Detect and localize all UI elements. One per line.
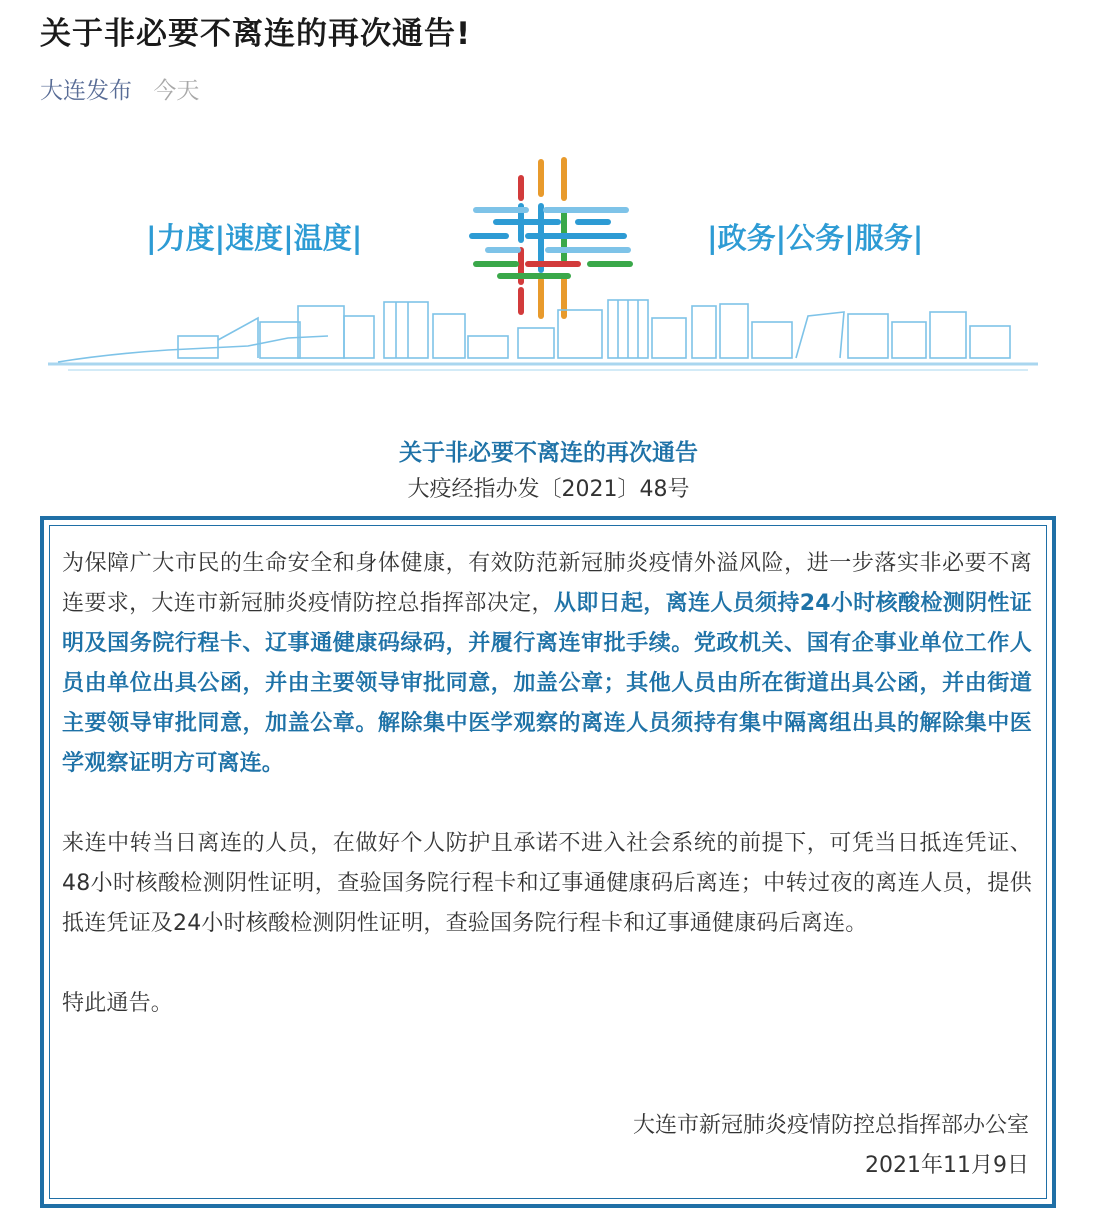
publish-time: 今天 <box>153 78 200 104</box>
header-banner-image <box>48 140 1038 402</box>
paragraph-1-text: 为保障广大市民的生命安全和身体健康，有效防范新冠肺炎疫情外溢风险，进一步落实非必要不离连要求，大连市新冠肺炎疫情防控总指挥部决定， <box>62 551 1032 616</box>
paragraph-spacer <box>62 784 1032 824</box>
left-slogan: |力度|速度|温度| <box>146 221 363 255</box>
dalian-logo-icon <box>472 160 630 316</box>
issuer-name: 大连市新冠肺炎疫情防控总指挥部办公室 <box>632 1113 1029 1138</box>
paragraph-2: 来连中转当日离连的人员，在做好个人防护且承诺不进入社会系统的前提下，可凭当日抵连凭证、48小时核酸检测阴性证明，查验国务院行程卡和辽事通健康码后离连；中转过夜的离连人员，提供抵连凭证及24小时核酸检测阴性证明，查验国务院行程卡和辽事通健康码后离连。 <box>62 831 1032 936</box>
author-link[interactable]: 大连发布 <box>40 78 132 104</box>
paragraph-spacer <box>62 944 1032 984</box>
paragraph-1 <box>62 544 1032 784</box>
article-title: 关于非必要不离连的再次通告! <box>40 16 472 52</box>
notice-body <box>62 544 1032 1024</box>
document-number: 大疫经指办发〔2021〕48号 <box>407 477 690 502</box>
banner-graphic <box>48 140 1038 402</box>
right-slogan: |政务|公务|服务| <box>707 221 924 255</box>
issue-date: 2021年11月9日 <box>865 1153 1029 1178</box>
signature-block <box>633 1106 1029 1186</box>
article-meta <box>40 72 199 105</box>
notice-heading: 关于非必要不离连的再次通告 <box>399 440 698 466</box>
paragraph-3: 特此通告。 <box>62 991 174 1016</box>
paragraph-1-emphasis: 从即日起，离连人员须持24小时核酸检测阴性证明及国务院行程卡、辽事通健康码绿码，并履行离连审批手续。党政机关、国有企事业单位工作人员由单位出具公函，并由主要领导审批同意，加盖公章；其他人员由所在街道出具公函，并由街道主要领导审批同意，加盖公章。解除集中医学观察的离连人员须持有集中隔离组出具的解除集中医学观察证明方可离连。 <box>62 591 1032 776</box>
